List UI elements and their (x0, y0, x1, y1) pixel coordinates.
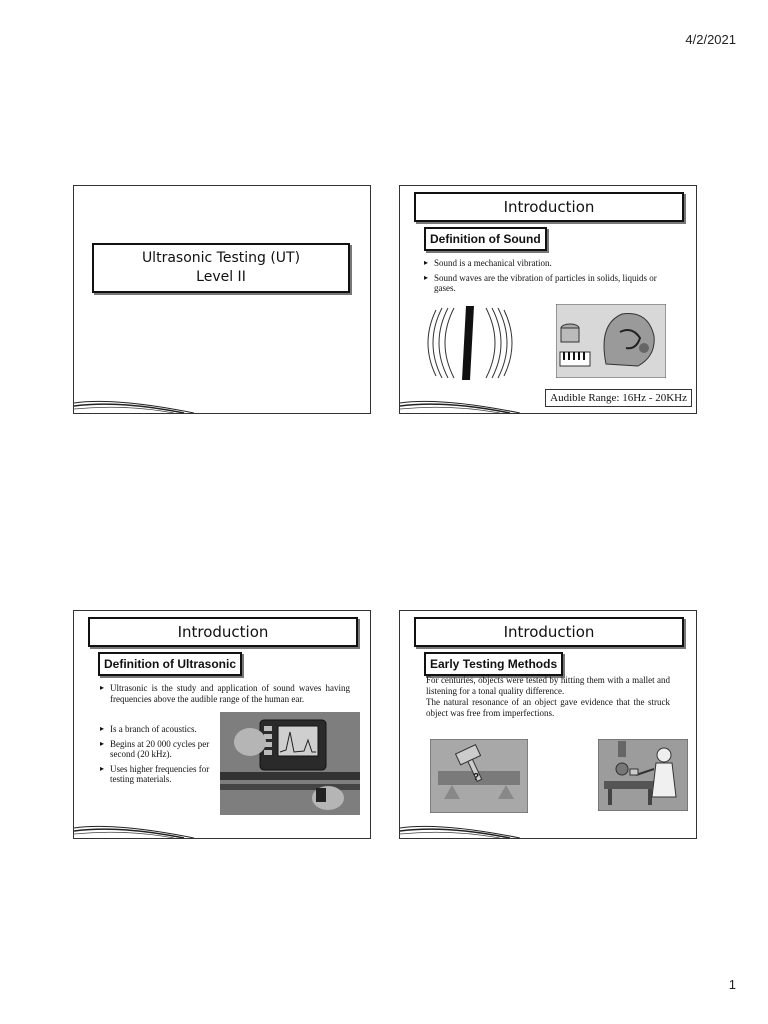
swoosh-decoration (400, 798, 520, 838)
ultrasonic-device-photo (220, 712, 360, 815)
swoosh-decoration (74, 798, 194, 838)
swoosh-decoration (400, 373, 520, 413)
page-number: 1 (728, 977, 736, 992)
slide-subtitle: Definition of Ultrasonic (98, 652, 242, 676)
slide-2 (399, 185, 697, 414)
list-item: ▸ Sound is a mechanical vibration. (424, 258, 674, 269)
slide-3 (73, 610, 371, 839)
list-item: ▸ Sound waves are the vibration of particles in solids, liquids or gases. (424, 273, 674, 294)
slide-4 (399, 610, 697, 839)
slide-subtitle: Definition of Sound (424, 227, 547, 251)
diagram-question-mark: ? (473, 772, 480, 783)
list-item: ▸ Uses higher frequencies for testing materials. (100, 764, 216, 785)
sound-wave-icon (426, 304, 522, 382)
bullet-list (424, 258, 674, 298)
audible-range-label: Audible Range: 16Hz - 20KHz (545, 389, 692, 407)
slide-1 (73, 185, 371, 414)
list-item: ▸ Ultrasonic is the study and application of sound waves having frequencies above the audible range of the human ear. (100, 683, 350, 704)
slide-title: Introduction (88, 617, 358, 647)
slide-title: Introduction (414, 192, 684, 222)
cartoon-tester-image (598, 739, 688, 811)
list-item: ▸ Is a branch of acoustics. (100, 724, 216, 735)
main-title-line-2: Level II (196, 269, 246, 285)
main-title-line-1: Ultrasonic Testing (UT) (141, 250, 301, 266)
slide-subtitle: Early Testing Methods (424, 652, 563, 676)
bullet-list (100, 683, 350, 708)
slide-title: Introduction (414, 617, 684, 647)
page-date: 4/2/2021 (685, 32, 736, 47)
ear-diagram-image (556, 304, 666, 378)
main-title (92, 243, 350, 293)
bullet-list-secondary (100, 724, 216, 789)
paragraph-2: The natural resonance of an object gave evidence that the struck object was free from imperfections. (426, 697, 670, 718)
paragraph-1: For centuries, objects were tested by hitting them with a mallet and listening for a tonal quality difference. (426, 675, 670, 696)
list-item: ▸ Begins at 20 000 cycles per second (20 kHz). (100, 739, 216, 760)
swoosh-decoration (74, 373, 194, 413)
